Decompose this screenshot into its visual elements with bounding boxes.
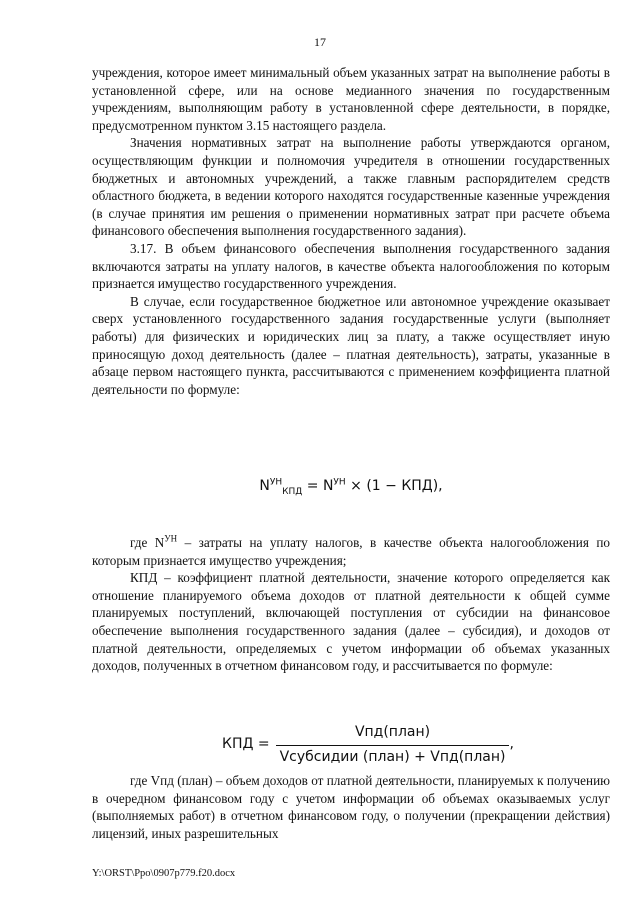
body-text-middle bbox=[92, 534, 610, 675]
paragraph-5: где $N^{УН}$ – затраты на уплату налогов, в качестве объекта налогообложения по которым признается имущество учреждения; bbox=[92, 533, 611, 568]
paragraph-2: Значения нормативных затрат на выполнение работы утверждаются органом, осуществляющим функции и полномочия учредителя в отношении государственных бюджетных и автономных учреждений, а также главным распорядителем средств областного бюджета, в ведении которого находятся государственные казенные учреждения (в случае принятия им решения о применении нормативных затрат при расчете объема финансового обеспечения выполнения государственного задания). bbox=[92, 135, 610, 239]
body-text-bottom bbox=[92, 772, 610, 842]
footer-file-path: Y:\ORST\Ppo\0907p779.f20.docx bbox=[92, 868, 236, 879]
fraction bbox=[276, 724, 510, 766]
paragraph-7: где Vпд (план) – объем доходов от платной деятельности, планируемых к получению в очередном финансовом году с учетом информации об объемах оказываемых услуг (выполняемых работ) в отчетном финансовом году, о получении (прекращении действия) лицензий, иных разрешительных bbox=[92, 773, 610, 841]
fraction-denominator: Vсубсидии (план) + Vпд(план) bbox=[276, 745, 510, 767]
fraction-numerator: Vпд(план) bbox=[354, 724, 431, 740]
formula-tax-costs: $N^{УН}_{КПД} = N^{УН} \times (1 - КПД)$, bbox=[259, 477, 443, 497]
formula-kpd: КПД = $\frac{\text{Vпд(план)}}{\text{Vсубсидии (план) + Vпд(план)}}$ , bbox=[222, 724, 514, 765]
body-text-top bbox=[92, 64, 610, 398]
paragraph-1: учреждения, которое имеет минимальный объем указанных затрат на выполнение работы в установленной сфере, или на основе медианного значения по государственным учреждениям, выполняющим работу в установленной сфере деятельности, в порядке, предусмотренном пунктом 3.15 настоящего раздела. bbox=[92, 65, 610, 133]
paragraph-6: КПД – коэффициент платной деятельности, значение которого определяется как отношение планируемого объема доходов от платной деятельности к общей сумме планируемых поступлений, включающей поступления от субсидии на финансовое обеспечение выполнения государственного задания (далее – субсидия), и доходов от платной деятельности, определяемых с учетом информации об объемах указанных доходов, полученных в отчетном финансовом году, и рассчитывается по формуле: bbox=[92, 570, 610, 674]
page-number: 17 bbox=[314, 35, 326, 49]
paragraph-4: В случае, если государственное бюджетное или автономное учреждение оказывает сверх установленного государственного задания государственные услуги (выполняет работы) для физических и юридических лиц за плату, а также осуществляет иную приносящую доход деятельность (далее – платная деятельность), затраты, указанные в абзаце первом настоящего пункта, рассчитываются с применением коэффициента платной деятельности по формуле: bbox=[92, 293, 610, 397]
paragraph-3: 3.17. В объем финансового обеспечения выполнения государственного задания включаются затраты на уплату налогов, в качестве объекта налогообложения по которым признается имущество государственного учреждения. bbox=[92, 240, 610, 292]
